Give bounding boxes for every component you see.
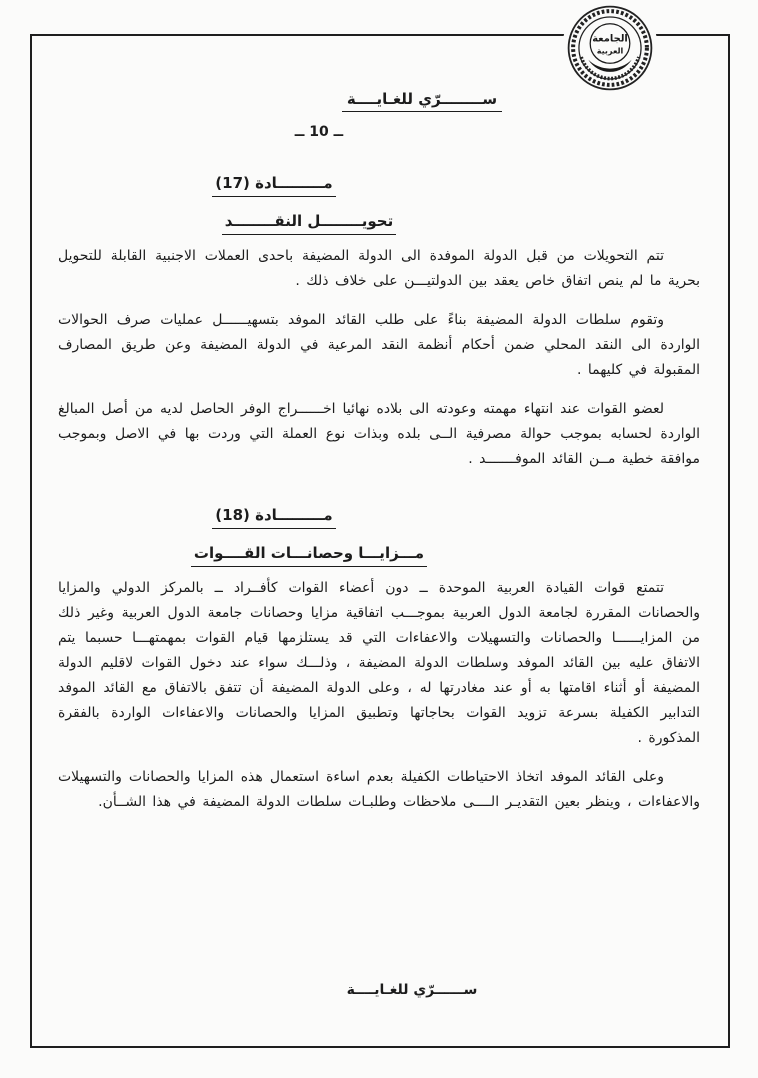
article-17-subtitle — [0, 212, 630, 230]
emblem-text-bottom: العربية — [596, 45, 624, 56]
article-17-subtitle-label: تحويــــــــل النقــــــــد — [222, 212, 396, 235]
article-18-subtitle-label: مـــزايـــا وحصانـــات القــــوات — [191, 544, 427, 567]
article-17-title — [0, 174, 595, 192]
article-18-title — [0, 506, 595, 524]
page-number: ــ 10 ــ — [294, 124, 344, 140]
article-17-paragraph-1: تتم التحويلات من قبل الدولة الموفدة الى الدولة المضيفة باحدى العملات الاجنبية القابلة للتحويل بحرية ما لم ينص اتفاق خاص يعقد بين الدولتيـــن على خلاف ذلك . — [58, 248, 700, 289]
article-18-title-label: مـــــــــادة (18) — [212, 506, 335, 529]
article-17-title-label: مـــــــــادة (17) — [212, 174, 335, 197]
classification-bottom — [91, 982, 733, 998]
article-18-paragraph-1: تتمتع قوات القيادة العربية الموحدة ــ دون أعضاء القوات كأفــراد ــ بالمركز الدولي والمزايا والحصانات المقررة لجامعة الدول العربية بموجـــب اتفاقية مزايا وحصانات جامعة الدول العربية وغير ذلك من المزايــــــا والحصانات والتسهيلات والاعفاءات التي قد يستلزمها قيام القوات بمهمتهـــا حسبما يتم الاتفاق عليه بين القائد الموفد وسلطات الدولة المضيفة ، وذلـــك سواء عند دخول القوات لاقليم الدولة المضيفة أو أثناء اقامتها به أو عند مغادرتها له ، وعلى الدولة المضيفة أن تتفق بالاتفاق مع القائد الموفد التدابير الكفيلة بسرعة تزويد القوات بحاجاتها وتطبيق المزايا والحصانات والاعفاءات الواردة بالفقرة المذكورة . — [58, 580, 700, 746]
arab-league-emblem — [562, 0, 658, 96]
article-17 — [58, 174, 700, 472]
article-18 — [58, 506, 700, 815]
classification-bottom-label: ســــــرّي للغـايــــة — [346, 982, 478, 998]
article-17-paragraph-2: وتقوم سلطات الدولة المضيفة بناءً على طلب القائد الموفد بتسهيــــــل عمليات صرف الحوالات الواردة الى النقد المحلي ضمن أحكام أنظمة النقد المرعية في الدولة المضيفة وعن طريق المصارف المقبولة في كليهما . — [58, 312, 700, 378]
article-18-paragraph-2: وعلى القائد الموفد اتخاذ الاحتياطات الكفيلة بعدم اساءة استعمال هذه المزايا والحصانات والتسهيلات والاعفاءات ، وينظر بعين التقديـر الــــى ملاحظات وطلبـات سلطات الدولة المضيفة في هذا الشــأن. — [58, 769, 700, 810]
document-content — [58, 34, 700, 1044]
article-17-paragraph-3: لعضو القوات عند انتهاء مهمته وعودته الى بلاده نهائيا اخــــــراج الوفر الحاصل لديه من أصل المبالغ الواردة لحسابه بموجب حوالة مصرفية الــى بلده وبذات نوع العملة التي وردت بها في الاصل وبموجب موافقة خطية مــن القائد الموفـــــــد . — [58, 401, 700, 467]
emblem-text-top: الجامعة — [592, 33, 628, 45]
classification-top-label: ســــــــرّي للغـايــــة — [342, 90, 502, 112]
article-18-subtitle — [0, 544, 630, 562]
arab-league-emblem-icon — [565, 3, 655, 93]
